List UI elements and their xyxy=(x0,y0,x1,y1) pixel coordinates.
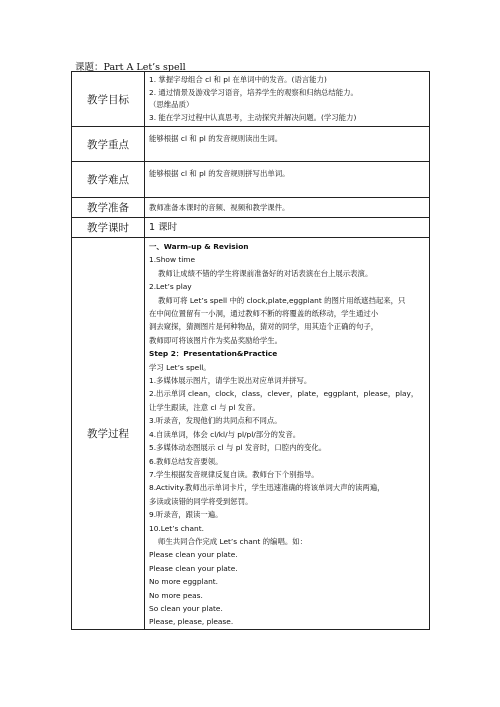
row-key-points xyxy=(72,127,430,162)
goals-line: 1. 掌握字母组合 cl 和 pl 在单词中的发音。(语言能力) xyxy=(149,75,327,84)
difficulty-label: 教学难点 xyxy=(72,162,145,198)
hours-content xyxy=(145,218,430,238)
process-line: 洞去窥探，猜测图片是何种物品，猜对的同学，用其造个正确的句子， xyxy=(149,322,379,332)
goals-line: 3. 能在学习过程中认真思考，主动探究并解决问题。(学习能力) xyxy=(149,112,357,122)
hours-label: 教学课时 xyxy=(72,218,145,238)
prep-label: 教学准备 xyxy=(72,198,145,218)
process-line: 多读或读错的同学将受到惩罚。 xyxy=(149,496,253,506)
process-line: 7.学生根据发音规律反复自读。教师台下个别指导。 xyxy=(149,469,319,479)
process-heading: 一、Warm-up & Revision xyxy=(149,242,249,251)
prep-text: 教师准备本课时的音频、视频和教学课件。 xyxy=(149,203,290,213)
key-content xyxy=(145,127,430,162)
goals-label: 教学目标 xyxy=(72,72,145,127)
prep-content xyxy=(145,198,430,218)
process-line: 教师即可将该图片作为奖品奖励给学生。 xyxy=(149,335,283,345)
process-line: 4.自读单词，体会 cl/kl/与 pl/pl/部分的发音。 xyxy=(149,429,301,439)
process-line: 6.教师总结发音要领。 xyxy=(149,456,223,466)
process-line: 3.听录音，发现他们的共同点和不同点。 xyxy=(149,416,282,426)
process-heading: Step 2：Presentation&Practice xyxy=(149,349,278,359)
chant-line: Please, please, please. xyxy=(149,617,234,627)
key-label: 教学重点 xyxy=(72,127,145,162)
row-difficulty xyxy=(72,162,430,198)
key-text: 能够根据 cl 和 pl 的发音规则读出生词。 xyxy=(149,134,283,143)
goals-line: 2. 通过情景及游戏学习语音，培养学生的观察和归纳总结能力。 xyxy=(149,87,358,97)
process-line: 9.听录音，跟读一遍。 xyxy=(149,510,223,520)
process-line: 5.多媒体动态图展示 cl 与 pl 发音时，口腔内的变化。 xyxy=(149,443,327,453)
row-hours xyxy=(72,218,430,238)
difficulty-content xyxy=(145,162,430,198)
process-line: 1.Show time xyxy=(149,255,196,265)
process-line: 师生共同合作完成 Let’s chant 的编唱。如： xyxy=(158,536,308,546)
hours-text: 1 课时 xyxy=(149,222,178,234)
process-content xyxy=(145,238,430,630)
goals-content xyxy=(145,72,430,127)
process-line: 教师让成绩不错的学生将课前准备好的对话表演在台上展示表演。 xyxy=(158,268,373,278)
chant-line: Please clean your plate. xyxy=(149,563,238,573)
lesson-title: 课题：Part A Let’s spell xyxy=(75,62,186,73)
process-line: 2.Let’s play xyxy=(149,282,192,292)
process-label: 教学过程 xyxy=(72,238,145,630)
difficulty-text: 能够根据 cl 和 pl 的发音规则拼写出单词。 xyxy=(149,169,290,178)
chant-line: Please clean your plate. xyxy=(149,550,238,560)
process-line: 让学生跟读，注意 cl 与 pl 发音。 xyxy=(149,402,260,412)
process-line: 学习 Let’s spell。 xyxy=(149,362,211,372)
process-line: 2.出示单词 clean，clock，class，clever，plate，eggplant，please，play， xyxy=(149,389,419,399)
chant-line: No more peas. xyxy=(149,590,203,600)
process-line: 10.Let’s chant. xyxy=(149,523,204,533)
process-line: 教师可将 Let’s spell 中的 clock,plate,eggplant 的图片用纸遮挡起来，只 xyxy=(158,295,406,305)
lesson-plan-table xyxy=(71,71,430,630)
goals-line: （思维品质） xyxy=(149,100,194,109)
chant-line: So clean your plate. xyxy=(149,603,223,613)
process-line: 在中间位置留有一小洞，通过教师不断的将覆盖的纸移动，学生通过小 xyxy=(149,309,379,319)
row-goals xyxy=(72,72,430,127)
chant-line: No more eggplant. xyxy=(149,577,219,587)
row-prep xyxy=(72,198,430,218)
row-process xyxy=(72,238,430,630)
process-line: 1.多媒体展示图片，请学生说出对应单词并拼写。 xyxy=(149,376,312,386)
process-line: 8.Activity.教师出示单词卡片，学生迅速准确的将该单词大声的读两遍， xyxy=(149,483,385,493)
